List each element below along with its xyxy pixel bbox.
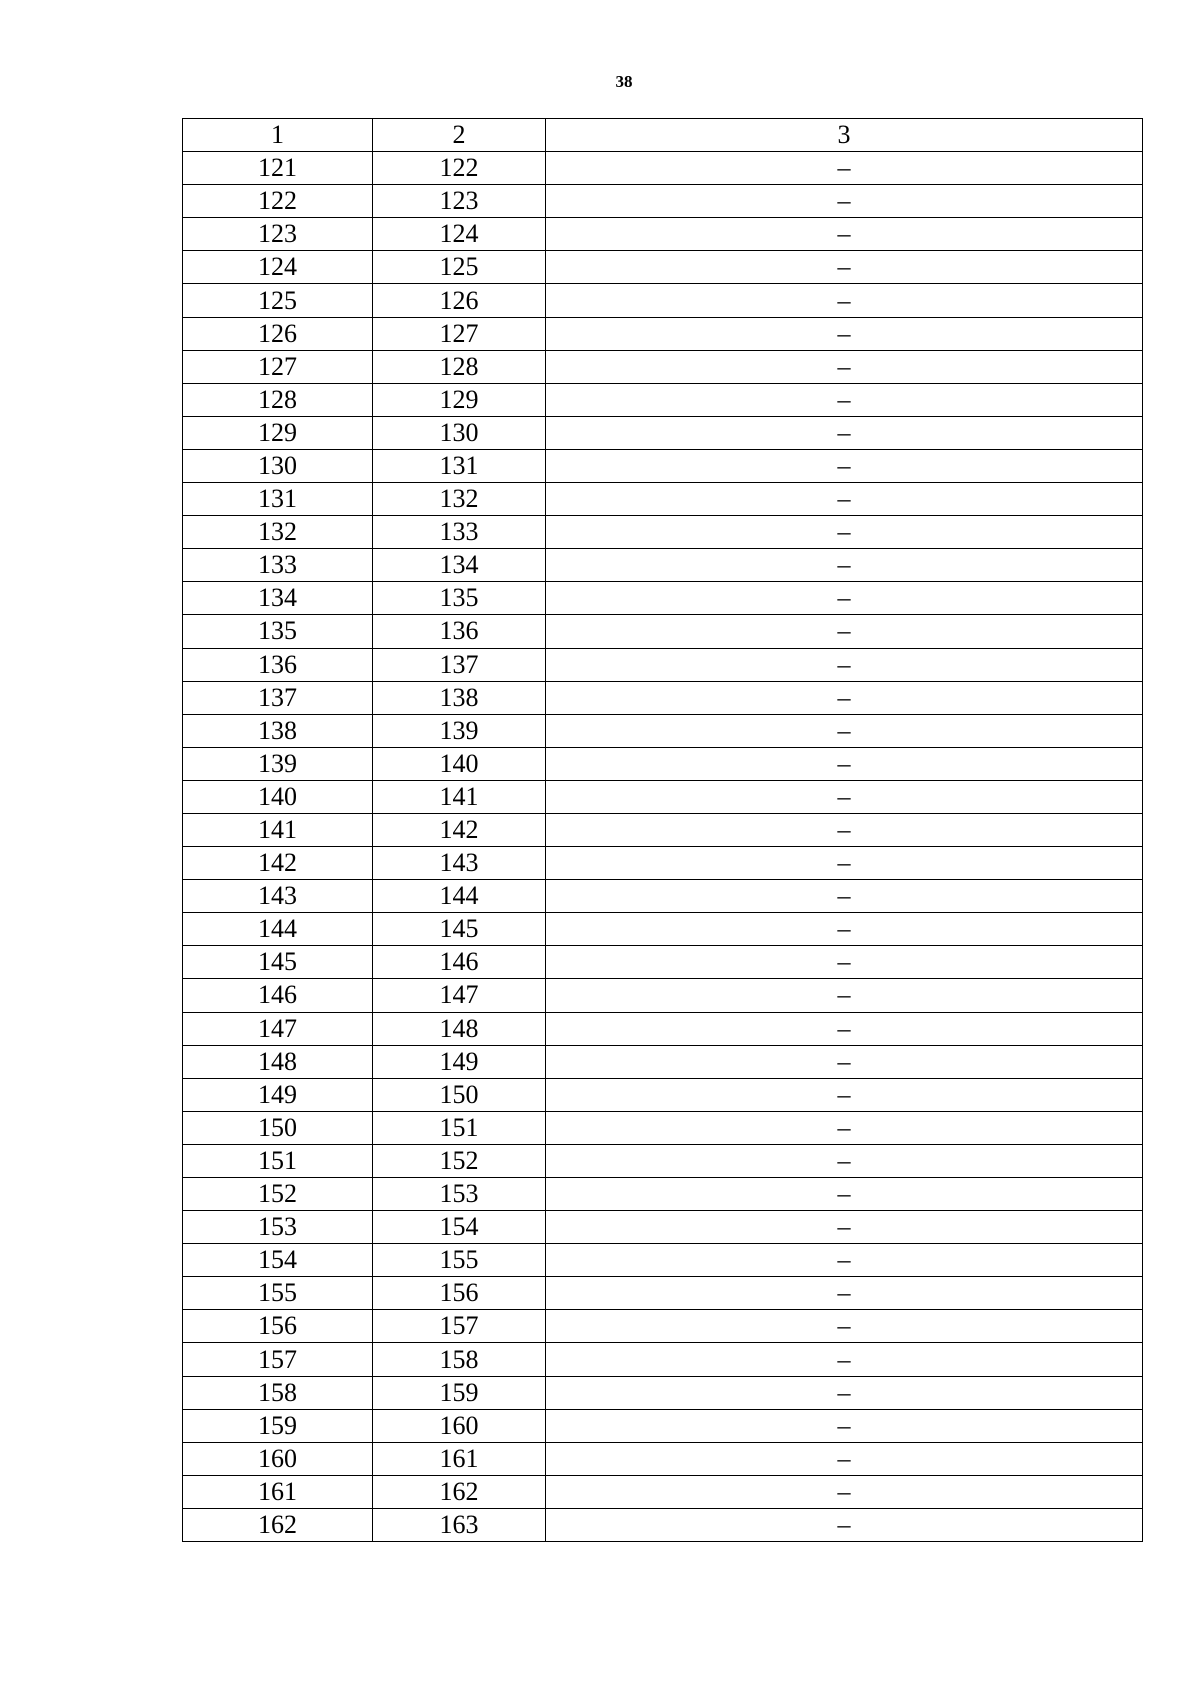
table-cell-col-3: –	[546, 1045, 1143, 1078]
table-cell-col-2: 158	[373, 1343, 546, 1376]
table-cell-col-1: 145	[183, 946, 373, 979]
table-cell-col-3: –	[546, 913, 1143, 946]
table-cell-col-2: 160	[373, 1409, 546, 1442]
table-cell-col-1: 146	[183, 979, 373, 1012]
table-row	[183, 1111, 1143, 1144]
table-row	[183, 350, 1143, 383]
table-cell-col-2: 145	[373, 913, 546, 946]
table-cell-col-3: –	[546, 847, 1143, 880]
table-cell-col-3: –	[546, 714, 1143, 747]
table-cell-col-2: 140	[373, 747, 546, 780]
table-cell-col-3: –	[546, 1409, 1143, 1442]
table-cell-col-3: –	[546, 1277, 1143, 1310]
table-row	[183, 516, 1143, 549]
table-cell-col-3: –	[546, 1078, 1143, 1111]
table-cell-col-3: –	[546, 1144, 1143, 1177]
table-cell-col-3: –	[546, 449, 1143, 482]
table-row	[183, 416, 1143, 449]
table-cell-col-1: 159	[183, 1409, 373, 1442]
table-cell-col-3: –	[546, 317, 1143, 350]
table-row	[183, 880, 1143, 913]
table-cell-col-3: –	[546, 152, 1143, 185]
table-cell-col-2: 161	[373, 1442, 546, 1475]
table-cell-col-3: –	[546, 780, 1143, 813]
table-cell-col-3: –	[546, 1111, 1143, 1144]
table-cell-col-2: 159	[373, 1376, 546, 1409]
table-cell-col-1: 128	[183, 383, 373, 416]
table-cell-col-1: 134	[183, 582, 373, 615]
table-cell-col-2: 144	[373, 880, 546, 913]
table-cell-col-1: 162	[183, 1508, 373, 1541]
table-row	[183, 681, 1143, 714]
table-cell-col-1: 142	[183, 847, 373, 880]
table-cell-col-1: 125	[183, 284, 373, 317]
table-cell-col-3: –	[546, 1012, 1143, 1045]
table-row	[183, 383, 1143, 416]
table-cell-col-1: 156	[183, 1310, 373, 1343]
table-row	[183, 284, 1143, 317]
table-row	[183, 1409, 1143, 1442]
table-cell-col-3: –	[546, 1376, 1143, 1409]
table-cell-col-2: 157	[373, 1310, 546, 1343]
table-cell-col-3: –	[546, 880, 1143, 913]
table-cell-col-2: 148	[373, 1012, 546, 1045]
table-row	[183, 218, 1143, 251]
table-cell-col-2: 162	[373, 1475, 546, 1508]
table-cell-col-1: 143	[183, 880, 373, 913]
table-cell-col-3: –	[546, 1508, 1143, 1541]
table-cell-col-2: 132	[373, 483, 546, 516]
table-row	[183, 152, 1143, 185]
table-row	[183, 483, 1143, 516]
table-cell-col-2: 155	[373, 1244, 546, 1277]
table-cell-col-2: 149	[373, 1045, 546, 1078]
table-cell-col-2: 156	[373, 1277, 546, 1310]
table-row	[183, 946, 1143, 979]
table-cell-col-1: 138	[183, 714, 373, 747]
table-cell-col-2: 136	[373, 615, 546, 648]
table-row	[183, 251, 1143, 284]
table-cell-col-1: 151	[183, 1144, 373, 1177]
table-cell-col-3: –	[546, 185, 1143, 218]
table-cell-col-3: –	[546, 1178, 1143, 1211]
table-cell-col-2: 139	[373, 714, 546, 747]
table-cell-col-1: 129	[183, 416, 373, 449]
table-cell-col-2: 142	[373, 813, 546, 846]
table-cell-col-2: 126	[373, 284, 546, 317]
table-row	[183, 549, 1143, 582]
table-cell-col-2: 127	[373, 317, 546, 350]
table-row	[183, 1045, 1143, 1078]
table-cell-col-1: 126	[183, 317, 373, 350]
header-cell-2: 2	[373, 119, 546, 152]
table-cell-col-2: 123	[373, 185, 546, 218]
table-row	[183, 747, 1143, 780]
table-cell-col-1: 152	[183, 1178, 373, 1211]
table-row	[183, 1508, 1143, 1541]
table-cell-col-3: –	[546, 813, 1143, 846]
table-row	[183, 1343, 1143, 1376]
table-row	[183, 847, 1143, 880]
table-cell-col-2: 131	[373, 449, 546, 482]
table-row	[183, 1475, 1143, 1508]
table-cell-col-1: 153	[183, 1211, 373, 1244]
table-cell-col-3: –	[546, 979, 1143, 1012]
table-row	[183, 979, 1143, 1012]
table-cell-col-1: 144	[183, 913, 373, 946]
table-cell-col-1: 155	[183, 1277, 373, 1310]
header-cell-1: 1	[183, 119, 373, 152]
table-cell-col-1: 135	[183, 615, 373, 648]
table-row	[183, 780, 1143, 813]
table-cell-col-1: 141	[183, 813, 373, 846]
table-row	[183, 1178, 1143, 1211]
table-row	[183, 1244, 1143, 1277]
table-cell-col-3: –	[546, 681, 1143, 714]
table-cell-col-1: 132	[183, 516, 373, 549]
table-cell-col-3: –	[546, 747, 1143, 780]
table-cell-col-2: 130	[373, 416, 546, 449]
table-cell-col-3: –	[546, 383, 1143, 416]
table-row	[183, 615, 1143, 648]
table-row	[183, 1376, 1143, 1409]
table-cell-col-3: –	[546, 218, 1143, 251]
table-cell-col-2: 146	[373, 946, 546, 979]
table-row	[183, 1012, 1143, 1045]
table-row	[183, 1310, 1143, 1343]
table-row	[183, 813, 1143, 846]
table-cell-col-1: 133	[183, 549, 373, 582]
table-cell-col-1: 124	[183, 251, 373, 284]
table-cell-col-3: –	[546, 648, 1143, 681]
table-cell-col-1: 150	[183, 1111, 373, 1144]
table-cell-col-3: –	[546, 1343, 1143, 1376]
table-row	[183, 648, 1143, 681]
table-header-row	[183, 119, 1143, 152]
table-cell-col-1: 127	[183, 350, 373, 383]
table-cell-col-2: 129	[373, 383, 546, 416]
table-row	[183, 449, 1143, 482]
table-cell-col-1: 148	[183, 1045, 373, 1078]
table-cell-col-3: –	[546, 946, 1143, 979]
page-number: 38	[615, 72, 633, 91]
table-cell-col-3: –	[546, 1475, 1143, 1508]
table-row	[183, 1277, 1143, 1310]
table-cell-col-2: 151	[373, 1111, 546, 1144]
table-cell-col-1: 158	[183, 1376, 373, 1409]
table-cell-col-3: –	[546, 549, 1143, 582]
table-row	[183, 582, 1143, 615]
header-cell-3: 3	[546, 119, 1143, 152]
table-cell-col-1: 161	[183, 1475, 373, 1508]
table-cell-col-2: 125	[373, 251, 546, 284]
table-row	[183, 185, 1143, 218]
table-cell-col-2: 137	[373, 648, 546, 681]
table-cell-col-1: 131	[183, 483, 373, 516]
table-row	[183, 317, 1143, 350]
table-cell-col-1: 149	[183, 1078, 373, 1111]
table-cell-col-2: 154	[373, 1211, 546, 1244]
table-row	[183, 714, 1143, 747]
table-cell-col-1: 121	[183, 152, 373, 185]
table-cell-col-3: –	[546, 516, 1143, 549]
table-cell-col-1: 154	[183, 1244, 373, 1277]
table-cell-col-1: 147	[183, 1012, 373, 1045]
table-row	[183, 1078, 1143, 1111]
table-cell-col-2: 134	[373, 549, 546, 582]
table-cell-col-2: 143	[373, 847, 546, 880]
table-cell-col-3: –	[546, 582, 1143, 615]
table-cell-col-2: 133	[373, 516, 546, 549]
table-row	[183, 1144, 1143, 1177]
table-cell-col-3: –	[546, 350, 1143, 383]
table-cell-col-1: 140	[183, 780, 373, 813]
table-cell-col-1: 123	[183, 218, 373, 251]
table-cell-col-2: 153	[373, 1178, 546, 1211]
table-body	[183, 119, 1143, 1542]
table-cell-col-3: –	[546, 284, 1143, 317]
table-cell-col-2: 163	[373, 1508, 546, 1541]
table-row	[183, 1211, 1143, 1244]
table-cell-col-1: 130	[183, 449, 373, 482]
table-cell-col-1: 136	[183, 648, 373, 681]
table-cell-col-1: 137	[183, 681, 373, 714]
table-cell-col-2: 150	[373, 1078, 546, 1111]
table-cell-col-2: 124	[373, 218, 546, 251]
table-row	[183, 913, 1143, 946]
table-cell-col-2: 152	[373, 1144, 546, 1177]
table-cell-col-2: 128	[373, 350, 546, 383]
table-row	[183, 1442, 1143, 1475]
table-cell-col-3: –	[546, 1310, 1143, 1343]
table-cell-col-3: –	[546, 1442, 1143, 1475]
table-cell-col-2: 147	[373, 979, 546, 1012]
table-cell-col-2: 141	[373, 780, 546, 813]
table-cell-col-1: 160	[183, 1442, 373, 1475]
table-cell-col-1: 122	[183, 185, 373, 218]
table-cell-col-2: 138	[373, 681, 546, 714]
table-cell-col-2: 122	[373, 152, 546, 185]
table-cell-col-1: 139	[183, 747, 373, 780]
table-cell-col-3: –	[546, 483, 1143, 516]
table-cell-col-3: –	[546, 1211, 1143, 1244]
table-cell-col-3: –	[546, 1244, 1143, 1277]
table-cell-col-1: 157	[183, 1343, 373, 1376]
table-cell-col-3: –	[546, 251, 1143, 284]
table-cell-col-2: 135	[373, 582, 546, 615]
table-cell-col-3: –	[546, 416, 1143, 449]
data-table	[182, 118, 1143, 1542]
table-cell-col-3: –	[546, 615, 1143, 648]
